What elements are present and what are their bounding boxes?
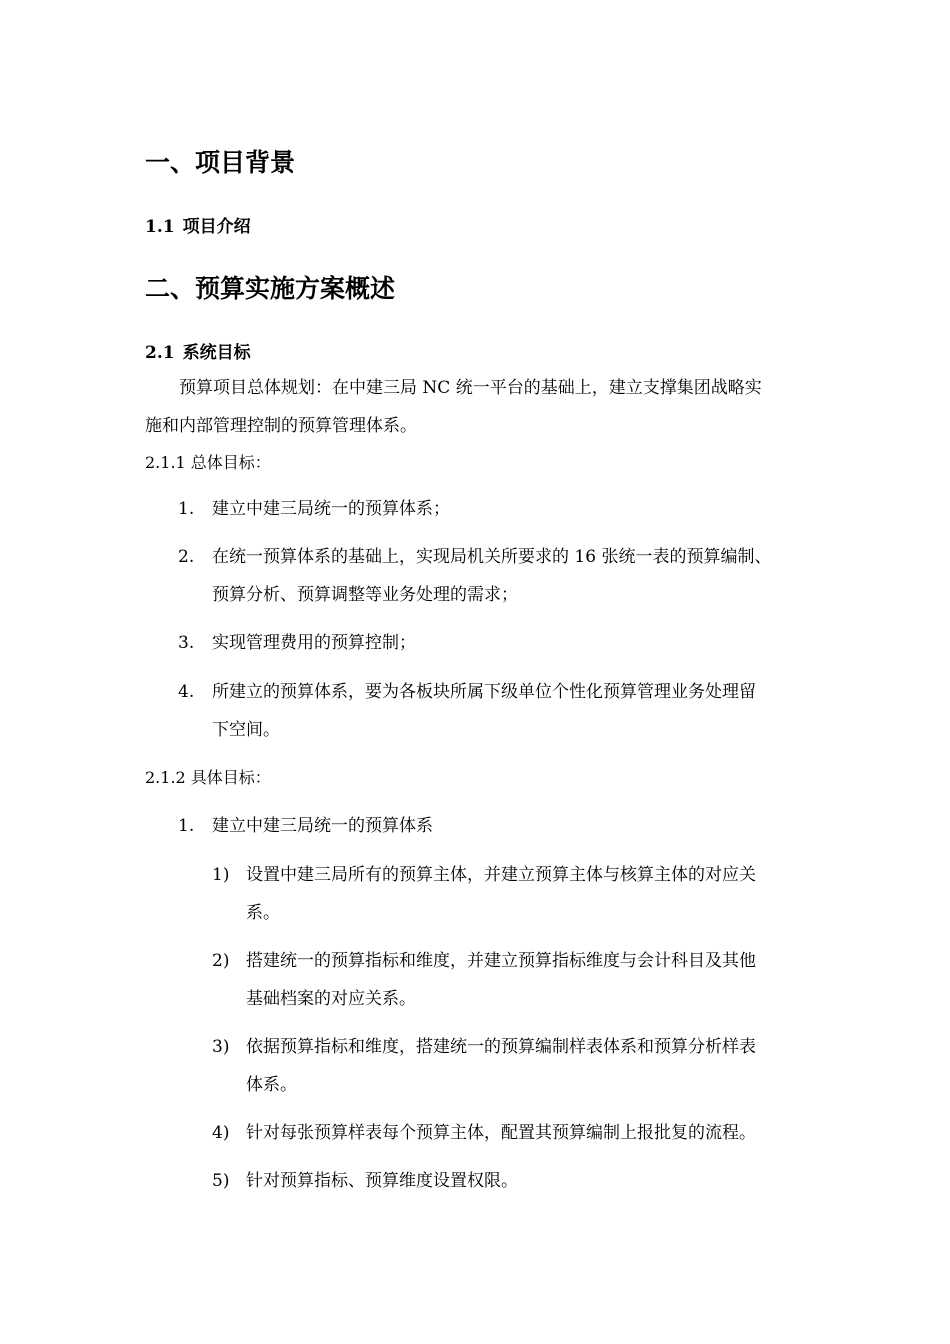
subsection-number: 2.1 bbox=[145, 343, 175, 363]
subsection-title: 系统目标 bbox=[182, 343, 251, 363]
list-item-text: 建立中建三局统一的预算体系； bbox=[212, 499, 450, 519]
subsection-number: 1.1 bbox=[145, 217, 175, 237]
sub-list-item bbox=[212, 1169, 518, 1193]
subsection-heading-1-1 bbox=[145, 215, 251, 239]
sub-list-item-text: 搭建统一的预算指标和维度，并建立预算指标维度与会计科目及其他 bbox=[246, 951, 756, 971]
intro-paragraph-line-2: 施和内部管理控制的预算管理体系。 bbox=[145, 416, 417, 436]
list-item bbox=[178, 631, 416, 655]
sub-list-item-text: 针对预算指标、预算维度设置权限。 bbox=[246, 1171, 518, 1191]
list-marker: 1. bbox=[178, 499, 195, 519]
list-item-continuation: 下空间。 bbox=[212, 720, 280, 740]
sub-list-item-text: 依据预算指标和维度，搭建统一的预算编制样表体系和预算分析样表 bbox=[246, 1037, 756, 1057]
section-heading-1: 一、项目背景 bbox=[145, 148, 296, 177]
subsection-title: 项目介绍 bbox=[182, 217, 251, 237]
specific-goals-heading: 2.1.2 具体目标： bbox=[145, 768, 271, 787]
sub-list-item-text: 设置中建三局所有的预算主体，并建立预算主体与核算主体的对应关 bbox=[246, 865, 756, 885]
sub-list-marker: 2) bbox=[212, 951, 230, 971]
sub-list-marker: 3) bbox=[212, 1037, 230, 1057]
subsection-heading-2-1 bbox=[145, 341, 251, 365]
list-item bbox=[178, 814, 433, 838]
list-item-text: 在统一预算体系的基础上，实现局机关所要求的 16 张统一表的预算编制、 bbox=[212, 547, 772, 567]
list-marker: 2. bbox=[178, 547, 195, 567]
overall-goals-heading: 2.1.1 总体目标： bbox=[145, 453, 271, 472]
sub-list-marker: 5) bbox=[212, 1171, 230, 1191]
list-item-text: 建立中建三局统一的预算体系 bbox=[212, 816, 433, 836]
list-item-text: 所建立的预算体系，要为各板块所属下级单位个性化预算管理业务处理留 bbox=[212, 682, 756, 702]
sub-list-marker: 4) bbox=[212, 1123, 230, 1143]
sub-list-item bbox=[212, 863, 756, 887]
sub-list-item-text: 针对每张预算样表每个预算主体，配置其预算编制上报批复的流程。 bbox=[246, 1123, 756, 1143]
sub-list-item bbox=[212, 1035, 756, 1059]
list-marker: 3. bbox=[178, 633, 195, 653]
list-item bbox=[178, 545, 771, 569]
list-item-text: 实现管理费用的预算控制； bbox=[212, 633, 416, 653]
sub-list-marker: 1) bbox=[212, 865, 230, 885]
list-item bbox=[178, 680, 756, 704]
sub-list-item-continuation: 系。 bbox=[246, 903, 280, 923]
list-item-continuation: 预算分析、预算调整等业务处理的需求； bbox=[212, 585, 518, 605]
sub-list-item-continuation: 体系。 bbox=[246, 1075, 297, 1095]
sub-list-item bbox=[212, 949, 756, 973]
sub-list-item bbox=[212, 1121, 756, 1145]
section-heading-2: 二、预算实施方案概述 bbox=[145, 274, 396, 303]
intro-paragraph-line-1: 预算项目总体规划：在中建三局 NC 统一平台的基础上，建立支撑集团战略实 bbox=[179, 378, 762, 398]
sub-list-item-continuation: 基础档案的对应关系。 bbox=[246, 989, 416, 1009]
list-marker: 1. bbox=[178, 816, 195, 836]
list-marker: 4. bbox=[178, 682, 195, 702]
list-item bbox=[178, 497, 450, 521]
